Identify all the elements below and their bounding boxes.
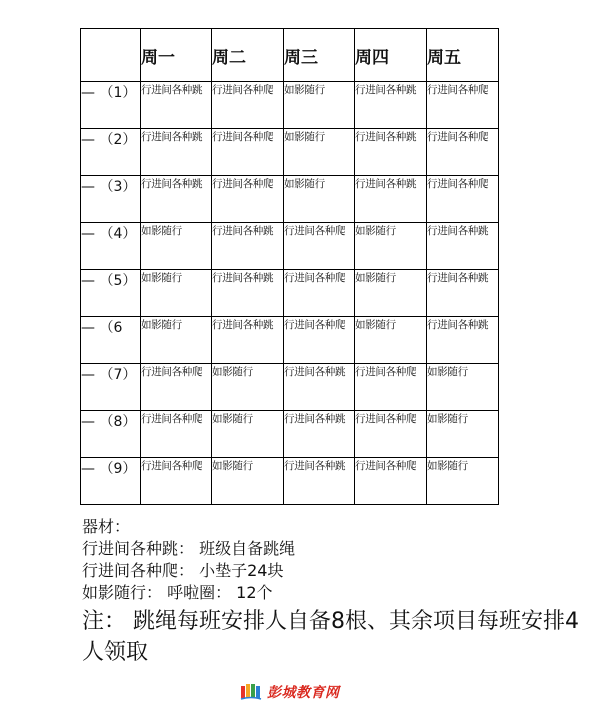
table-cell: 行进间各种跳 <box>284 364 355 411</box>
row-label: — （7） <box>81 364 141 411</box>
table-row <box>81 82 499 129</box>
header-monday: 周一 <box>141 29 212 82</box>
remark-note: 注： 跳绳每班安排人自备8根、其余项目每班安排4人领取 <box>82 609 579 665</box>
table-cell: 行进间各种爬 <box>212 129 284 176</box>
table-cell: 如影随行 <box>284 176 355 223</box>
table-cell: 行进间各种爬 <box>427 129 499 176</box>
schedule-table <box>80 28 499 505</box>
equipment-follow: 如影随行： 呼啦圈： 12个 <box>82 583 273 602</box>
row-label: — （9） <box>81 458 141 505</box>
row-label: — （1） <box>81 82 141 129</box>
table-cell: 行进间各种跳 <box>212 223 284 270</box>
table-cell: 行进间各种跳 <box>212 317 284 364</box>
row-label: — （6 <box>81 317 141 364</box>
table-cell: 行进间各种跳 <box>284 411 355 458</box>
table-cell: 行进间各种跳 <box>427 223 499 270</box>
table-row <box>81 411 499 458</box>
table-cell: 行进间各种爬 <box>427 82 499 129</box>
header-wednesday: 周三 <box>284 29 355 82</box>
book-logo-icon <box>240 683 262 701</box>
table-cell: 行进间各种爬 <box>427 176 499 223</box>
table-cell: 行进间各种跳 <box>212 270 284 317</box>
table-cell: 如影随行 <box>427 458 499 505</box>
table-cell: 如影随行 <box>355 317 427 364</box>
header-tuesday: 周二 <box>212 29 284 82</box>
corner-cell <box>81 29 141 82</box>
table-cell: 行进间各种跳 <box>427 270 499 317</box>
table-cell: 如影随行 <box>141 270 212 317</box>
equipment-title: 器材： <box>82 517 131 536</box>
table-cell: 行进间各种爬 <box>284 317 355 364</box>
table-cell: 行进间各种爬 <box>355 458 427 505</box>
table-row <box>81 458 499 505</box>
table-cell: 行进间各种爬 <box>284 223 355 270</box>
table-cell: 行进间各种跳 <box>355 129 427 176</box>
row-label: — （5） <box>81 270 141 317</box>
table-row <box>81 129 499 176</box>
table-cell: 如影随行 <box>427 411 499 458</box>
table-cell: 行进间各种跳 <box>141 129 212 176</box>
table-cell: 如影随行 <box>355 270 427 317</box>
site-logo <box>240 682 340 702</box>
table-row <box>81 364 499 411</box>
table-cell: 行进间各种爬 <box>212 82 284 129</box>
table-cell: 行进间各种跳 <box>284 458 355 505</box>
table-cell: 行进间各种爬 <box>141 364 212 411</box>
table-row <box>81 223 499 270</box>
table-cell: 行进间各种爬 <box>212 176 284 223</box>
table-row <box>81 317 499 364</box>
table-cell: 如影随行 <box>284 129 355 176</box>
table-cell: 行进间各种爬 <box>355 411 427 458</box>
header-thursday: 周四 <box>355 29 427 82</box>
row-label: — （8） <box>81 411 141 458</box>
table-cell: 行进间各种跳 <box>141 82 212 129</box>
table-cell: 如影随行 <box>141 223 212 270</box>
table-cell: 行进间各种跳 <box>141 176 212 223</box>
table-cell: 如影随行 <box>427 364 499 411</box>
table-cell: 如影随行 <box>355 223 427 270</box>
table-cell: 行进间各种爬 <box>141 411 212 458</box>
table-cell: 如影随行 <box>212 458 284 505</box>
logo-text: 彭城教育网 <box>267 685 340 701</box>
table-cell: 如影随行 <box>284 82 355 129</box>
row-label: — （2） <box>81 129 141 176</box>
table-cell: 行进间各种跳 <box>427 317 499 364</box>
table-cell: 如影随行 <box>212 411 284 458</box>
table-cell: 行进间各种爬 <box>284 270 355 317</box>
table-row <box>81 270 499 317</box>
table-cell: 行进间各种爬 <box>141 458 212 505</box>
row-label: — （3） <box>81 176 141 223</box>
table-cell: 行进间各种爬 <box>355 364 427 411</box>
table-cell: 行进间各种跳 <box>355 176 427 223</box>
table-cell: 如影随行 <box>141 317 212 364</box>
table-cell: 如影随行 <box>212 364 284 411</box>
header-friday: 周五 <box>427 29 499 82</box>
table-row <box>81 176 499 223</box>
notes-section <box>82 516 592 668</box>
equipment-jump: 行进间各种跳： 班级自备跳绳 <box>82 539 296 558</box>
equipment-crawl: 行进间各种爬： 小垫子24块 <box>82 561 284 580</box>
table-cell: 行进间各种跳 <box>355 82 427 129</box>
header-row <box>81 29 499 82</box>
row-label: — （4） <box>81 223 141 270</box>
